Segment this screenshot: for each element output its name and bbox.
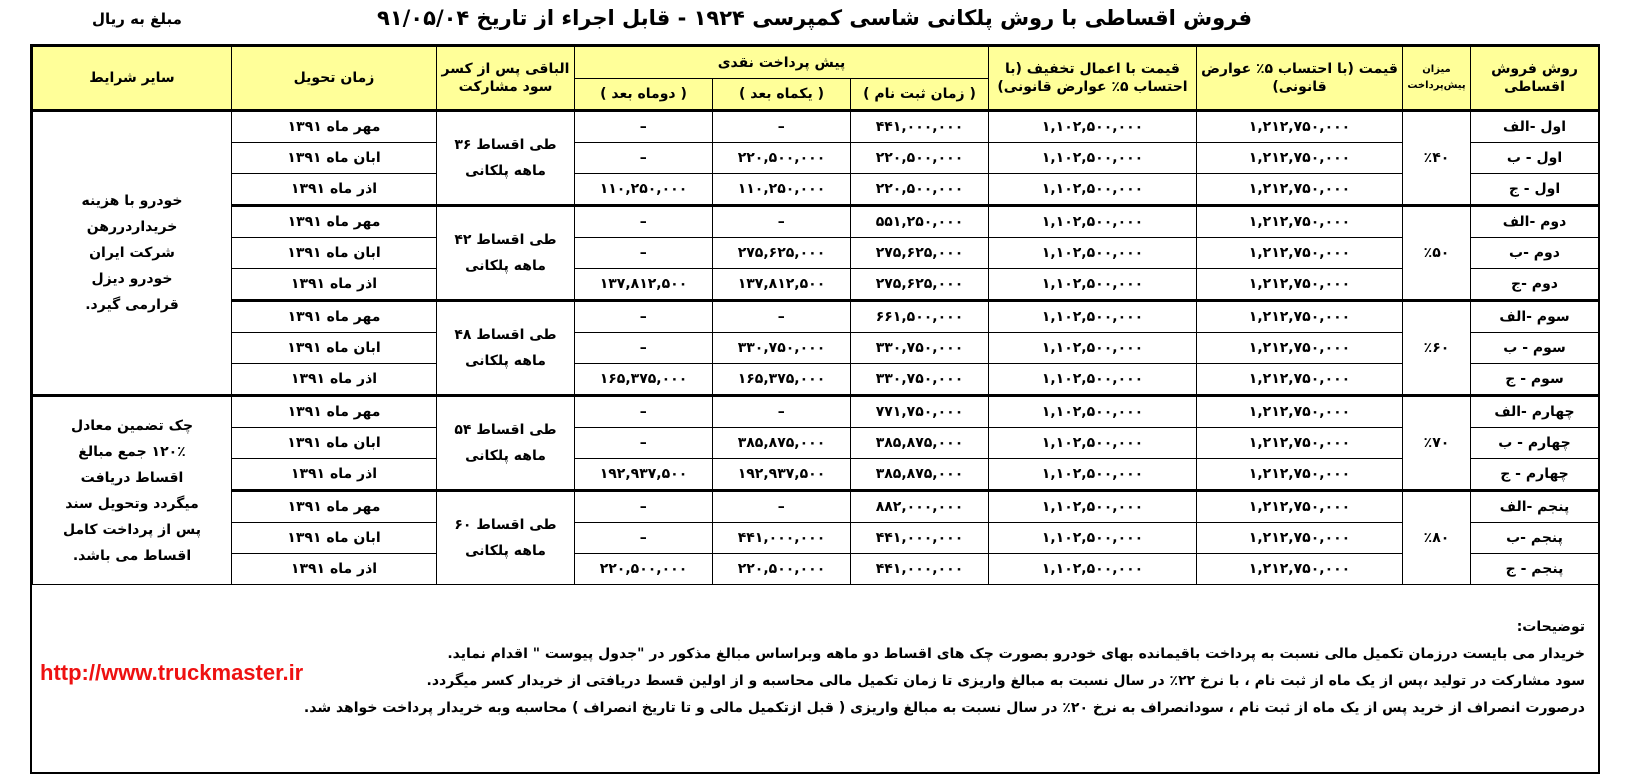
prepay-registration-cell: ۸۸۲,۰۰۰,۰۰۰	[851, 491, 989, 523]
prepay-one-month-cell: –	[713, 206, 851, 238]
sale-method-cell: اول -الف	[1471, 111, 1599, 143]
table-row	[33, 111, 1599, 143]
prepay-two-months-cell: ۲۲۰,۵۰۰,۰۰۰	[575, 554, 713, 585]
delivery-cell: اذر ماه ۱۳۹۱	[232, 459, 437, 491]
prepay-registration-cell: ۳۳۰,۷۵۰,۰۰۰	[851, 333, 989, 364]
table-row	[33, 523, 1599, 554]
prepay-registration-cell: ۲۲۰,۵۰۰,۰۰۰	[851, 143, 989, 174]
prepay-registration-cell: ۴۴۱,۰۰۰,۰۰۰	[851, 523, 989, 554]
prepay-one-month-cell: ۱۳۷,۸۱۲,۵۰۰	[713, 269, 851, 301]
prepay-rate-cell: ٪۶۰	[1403, 301, 1471, 396]
sale-method-cell: سوم - ج	[1471, 364, 1599, 396]
note-line: درصورت انصراف از خرید پس از یک ماه از ثبت نام ، سودانصراف به نرخ ۲۰٪ در سال نسبت به مبالغ واریزی ( قبل ازتکمیل مالی و تا تاریخ انصراف ) محاسبه وبه خریدار پرداخت خواهد شد.	[303, 700, 1585, 716]
other-terms-cell: چک تضمین معادل ۱۲۰٪ جمع مبالغ اقساط دریافت میگردد وتحویل سند پس از پرداخت کامل اقساط می باشد.	[33, 396, 232, 585]
sale-method-cell: دوم -الف	[1471, 206, 1599, 238]
sale-method-cell: پنجم -الف	[1471, 491, 1599, 523]
table-row	[33, 459, 1599, 491]
prepay-two-months-cell: –	[575, 523, 713, 554]
prepay-two-months-cell: –	[575, 143, 713, 174]
prepay-registration-cell: ۶۶۱,۵۰۰,۰۰۰	[851, 301, 989, 333]
delivery-cell: اذر ماه ۱۳۹۱	[232, 269, 437, 301]
discounted-price-cell: ۱,۱۰۲,۵۰۰,۰۰۰	[989, 364, 1197, 396]
price-cell: ۱,۲۱۲,۷۵۰,۰۰۰	[1197, 428, 1403, 459]
header-sale-method: روش فروش اقساطی	[1471, 47, 1599, 111]
note-line: سود مشارکت در تولید ،پس از یک ماه از ثبت نام ، با نرخ ۲۲٪ در سال نسبت به مبالغ واریزی تا زمان تکمیل مالی محاسبه و از اولین قسط دریافتی از خریدار کسر میگردد.	[426, 673, 1585, 689]
delivery-cell: مهر ماه ۱۳۹۱	[232, 301, 437, 333]
discounted-price-cell: ۱,۱۰۲,۵۰۰,۰۰۰	[989, 428, 1197, 459]
sale-method-cell: سوم - ب	[1471, 333, 1599, 364]
prepay-registration-cell: ۴۴۱,۰۰۰,۰۰۰	[851, 111, 989, 143]
price-cell: ۱,۲۱۲,۷۵۰,۰۰۰	[1197, 301, 1403, 333]
header-one-month: ( یکماه بعد )	[713, 79, 851, 111]
price-cell: ۱,۲۱۲,۷۵۰,۰۰۰	[1197, 333, 1403, 364]
installment-plan-cell: طی اقساط ۵۴ ماهه پلکانی	[437, 396, 575, 491]
prepay-two-months-cell: –	[575, 491, 713, 523]
prepay-one-month-cell: –	[713, 301, 851, 333]
sale-method-cell: پنجم -ب	[1471, 523, 1599, 554]
prepay-two-months-cell: ۱۶۵,۳۷۵,۰۰۰	[575, 364, 713, 396]
prepay-one-month-cell: ۱۶۵,۳۷۵,۰۰۰	[713, 364, 851, 396]
delivery-cell: مهر ماه ۱۳۹۱	[232, 111, 437, 143]
header-remainder: الباقی پس از کسر سود مشارکت	[437, 47, 575, 111]
installment-plan-cell: طی اقساط ۳۶ ماهه پلکانی	[437, 111, 575, 206]
prepay-registration-cell: ۳۸۵,۸۷۵,۰۰۰	[851, 428, 989, 459]
table-row	[33, 206, 1599, 238]
delivery-cell: مهر ماه ۱۳۹۱	[232, 206, 437, 238]
table-row	[33, 238, 1599, 269]
prepay-rate-cell: ٪۷۰	[1403, 396, 1471, 491]
prepay-two-months-cell: ۱۹۲,۹۳۷,۵۰۰	[575, 459, 713, 491]
prepay-one-month-cell: –	[713, 491, 851, 523]
sale-method-cell: چهارم -الف	[1471, 396, 1599, 428]
prepay-registration-cell: ۲۷۵,۶۲۵,۰۰۰	[851, 269, 989, 301]
delivery-cell: ابان ماه ۱۳۹۱	[232, 143, 437, 174]
prepay-one-month-cell: ۱۱۰,۲۵۰,۰۰۰	[713, 174, 851, 206]
delivery-cell: اذر ماه ۱۳۹۱	[232, 174, 437, 206]
prepay-one-month-cell: ۲۲۰,۵۰۰,۰۰۰	[713, 554, 851, 585]
discounted-price-cell: ۱,۱۰۲,۵۰۰,۰۰۰	[989, 459, 1197, 491]
table-row	[33, 333, 1599, 364]
prepay-registration-cell: ۳۳۰,۷۵۰,۰۰۰	[851, 364, 989, 396]
prepay-two-months-cell: –	[575, 333, 713, 364]
prepay-registration-cell: ۲۷۵,۶۲۵,۰۰۰	[851, 238, 989, 269]
delivery-cell: مهر ماه ۱۳۹۱	[232, 491, 437, 523]
other-terms-cell: خودرو با هزینه خریداردررهن شرکت ایران خودرو دیزل قرارمی گیرد.	[33, 111, 232, 396]
installment-plan-cell: طی اقساط ۴۲ ماهه پلکانی	[437, 206, 575, 301]
discounted-price-cell: ۱,۱۰۲,۵۰۰,۰۰۰	[989, 143, 1197, 174]
prepay-two-months-cell: –	[575, 301, 713, 333]
delivery-cell: ابان ماه ۱۳۹۱	[232, 523, 437, 554]
delivery-cell: اذر ماه ۱۳۹۱	[232, 364, 437, 396]
sale-method-cell: اول - ب	[1471, 143, 1599, 174]
prepay-two-months-cell: –	[575, 238, 713, 269]
installment-plan-cell: طی اقساط ۴۸ ماهه پلکانی	[437, 301, 575, 396]
discounted-price-cell: ۱,۱۰۲,۵۰۰,۰۰۰	[989, 206, 1197, 238]
price-cell: ۱,۲۱۲,۷۵۰,۰۰۰	[1197, 206, 1403, 238]
price-cell: ۱,۲۱۲,۷۵۰,۰۰۰	[1197, 554, 1403, 585]
prepay-two-months-cell: –	[575, 428, 713, 459]
prepay-registration-cell: ۷۷۱,۷۵۰,۰۰۰	[851, 396, 989, 428]
prepay-one-month-cell: ۱۹۲,۹۳۷,۵۰۰	[713, 459, 851, 491]
delivery-cell: ابان ماه ۱۳۹۱	[232, 428, 437, 459]
table-row	[33, 143, 1599, 174]
price-cell: ۱,۲۱۲,۷۵۰,۰۰۰	[1197, 111, 1403, 143]
prepay-one-month-cell: ۲۲۰,۵۰۰,۰۰۰	[713, 143, 851, 174]
price-cell: ۱,۲۱۲,۷۵۰,۰۰۰	[1197, 174, 1403, 206]
table-row	[33, 396, 1599, 428]
sale-method-cell: دوم -ب	[1471, 238, 1599, 269]
discounted-price-cell: ۱,۱۰۲,۵۰۰,۰۰۰	[989, 111, 1197, 143]
note-line: خریدار می بایست درزمان تکمیل مالی نسبت به پرداخت باقیمانده بهای خودرو بصورت چک های اقساط دو ماهه وبراساس مبالغ مذکور در "جدول پیوست " اقدام نماید.	[447, 646, 1585, 662]
discounted-price-cell: ۱,۱۰۲,۵۰۰,۰۰۰	[989, 269, 1197, 301]
discounted-price-cell: ۱,۱۰۲,۵۰۰,۰۰۰	[989, 491, 1197, 523]
notes-heading: توضیحات:	[1516, 619, 1585, 635]
sale-method-cell: چهارم - ج	[1471, 459, 1599, 491]
delivery-cell: مهر ماه ۱۳۹۱	[232, 396, 437, 428]
prepay-rate-cell: ٪۴۰	[1403, 111, 1471, 206]
discounted-price-cell: ۱,۱۰۲,۵۰۰,۰۰۰	[989, 554, 1197, 585]
prepay-two-months-cell: ۱۱۰,۲۵۰,۰۰۰	[575, 174, 713, 206]
table-row	[33, 269, 1599, 301]
table-row	[33, 428, 1599, 459]
delivery-cell: ابان ماه ۱۳۹۱	[232, 333, 437, 364]
header-at-registration: ( زمان ثبت نام )	[851, 79, 989, 111]
discounted-price-cell: ۱,۱۰۲,۵۰۰,۰۰۰	[989, 301, 1197, 333]
discounted-price-cell: ۱,۱۰۲,۵۰۰,۰۰۰	[989, 523, 1197, 554]
header-other-terms: سایر شرایط	[33, 47, 232, 111]
table-row	[33, 554, 1599, 585]
prepay-one-month-cell: –	[713, 396, 851, 428]
prepay-registration-cell: ۵۵۱,۲۵۰,۰۰۰	[851, 206, 989, 238]
price-cell: ۱,۲۱۲,۷۵۰,۰۰۰	[1197, 396, 1403, 428]
price-cell: ۱,۲۱۲,۷۵۰,۰۰۰	[1197, 491, 1403, 523]
prepay-rate-cell: ٪۵۰	[1403, 206, 1471, 301]
installment-plan-cell: طی اقساط ۶۰ ماهه پلکانی	[437, 491, 575, 585]
price-cell: ۱,۲۱۲,۷۵۰,۰۰۰	[1197, 364, 1403, 396]
sale-method-cell: سوم -الف	[1471, 301, 1599, 333]
table-row	[33, 301, 1599, 333]
page-title: فروش اقساطی با روش پلکانی شاسی کمپرسی ۱۹۲۴ - قابل اجراء از تاریخ ۹۱/۰۵/۰۴	[377, 6, 1252, 30]
header-cash-prepay: پیش پرداخت نقدی	[575, 47, 989, 79]
sale-method-cell: پنجم - ج	[1471, 554, 1599, 585]
prepay-one-month-cell: –	[713, 111, 851, 143]
prepay-registration-cell: ۲۲۰,۵۰۰,۰۰۰	[851, 174, 989, 206]
price-cell: ۱,۲۱۲,۷۵۰,۰۰۰	[1197, 143, 1403, 174]
price-table	[32, 46, 1599, 585]
sale-method-cell: چهارم - ب	[1471, 428, 1599, 459]
header-discounted-price: قیمت با اعمال تخفیف (با احتساب ۵٪ عوارض قانونی)	[989, 47, 1197, 111]
discounted-price-cell: ۱,۱۰۲,۵۰۰,۰۰۰	[989, 174, 1197, 206]
prepay-two-months-cell: –	[575, 206, 713, 238]
sale-method-cell: اول - ج	[1471, 174, 1599, 206]
price-cell: ۱,۲۱۲,۷۵۰,۰۰۰	[1197, 523, 1403, 554]
delivery-cell: اذر ماه ۱۳۹۱	[232, 554, 437, 585]
header-delivery: زمان تحویل	[232, 47, 437, 111]
prepay-rate-cell: ٪۸۰	[1403, 491, 1471, 585]
prepay-one-month-cell: ۳۳۰,۷۵۰,۰۰۰	[713, 333, 851, 364]
table-row	[33, 174, 1599, 206]
currency-note: مبلغ به ریال	[92, 10, 182, 28]
prepay-two-months-cell: –	[575, 111, 713, 143]
prepay-one-month-cell: ۳۸۵,۸۷۵,۰۰۰	[713, 428, 851, 459]
discounted-price-cell: ۱,۱۰۲,۵۰۰,۰۰۰	[989, 333, 1197, 364]
prepay-two-months-cell: –	[575, 396, 713, 428]
discounted-price-cell: ۱,۱۰۲,۵۰۰,۰۰۰	[989, 396, 1197, 428]
header-price: قیمت (با احتساب ۵٪ عوارض قانونی)	[1197, 47, 1403, 111]
table-row	[33, 364, 1599, 396]
prepay-one-month-cell: ۴۴۱,۰۰۰,۰۰۰	[713, 523, 851, 554]
prepay-registration-cell: ۳۸۵,۸۷۵,۰۰۰	[851, 459, 989, 491]
price-cell: ۱,۲۱۲,۷۵۰,۰۰۰	[1197, 459, 1403, 491]
discounted-price-cell: ۱,۱۰۲,۵۰۰,۰۰۰	[989, 238, 1197, 269]
price-cell: ۱,۲۱۲,۷۵۰,۰۰۰	[1197, 269, 1403, 301]
table-row	[33, 491, 1599, 523]
delivery-cell: ابان ماه ۱۳۹۱	[232, 238, 437, 269]
prepay-one-month-cell: ۲۷۵,۶۲۵,۰۰۰	[713, 238, 851, 269]
header-two-months: ( دوماه بعد )	[575, 79, 713, 111]
prepay-registration-cell: ۴۴۱,۰۰۰,۰۰۰	[851, 554, 989, 585]
prepay-two-months-cell: ۱۳۷,۸۱۲,۵۰۰	[575, 269, 713, 301]
price-cell: ۱,۲۱۲,۷۵۰,۰۰۰	[1197, 238, 1403, 269]
sale-method-cell: دوم -ج	[1471, 269, 1599, 301]
header-prepay-rate: میزان پیش‌پرداخت	[1403, 47, 1471, 111]
website-link[interactable]: http://www.truckmaster.ir	[40, 660, 304, 685]
